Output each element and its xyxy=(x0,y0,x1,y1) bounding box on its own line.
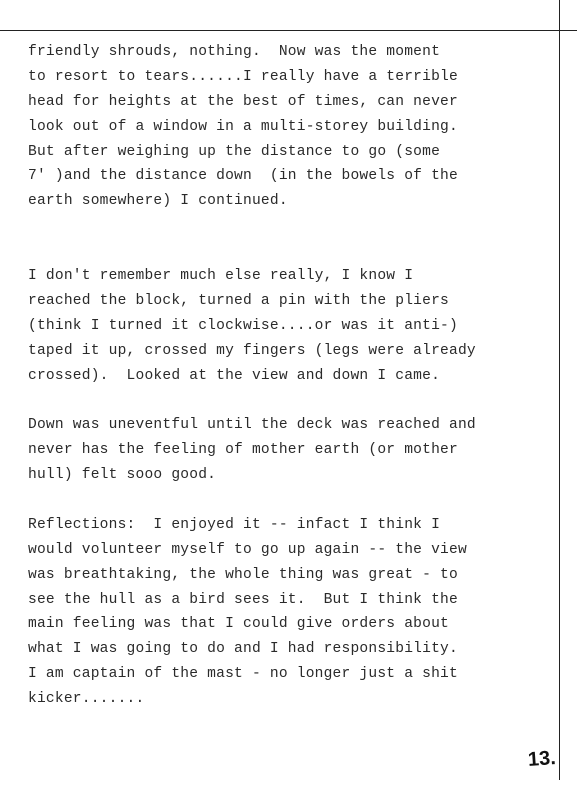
text-line: what I was going to do and I had responsibility. xyxy=(28,641,458,658)
text-line: reached the block, turned a pin with the pliers xyxy=(28,292,450,309)
blank-line xyxy=(28,488,548,513)
text-line: main feeling was that I could give orders about xyxy=(28,616,450,633)
blank-line xyxy=(28,214,548,239)
text-line: crossed). Looked at the view and down I came. xyxy=(28,367,441,384)
text-line: But after weighing up the distance to go (some xyxy=(28,143,441,160)
text-line: to resort to tears......I really have a terrible xyxy=(28,68,458,85)
right-margin-line xyxy=(559,0,560,780)
text-line: was breathtaking, the whole thing was great - to xyxy=(28,566,458,583)
text-line: (think I turned it clockwise....or was it anti-) xyxy=(28,317,458,334)
typed-text-body xyxy=(28,40,548,712)
text-line: taped it up, crossed my fingers (legs were already xyxy=(28,342,476,359)
blank-line xyxy=(28,388,548,413)
text-line: would volunteer myself to go up again -- the view xyxy=(28,541,467,558)
text-line: never has the feeling of mother earth (or mother xyxy=(28,442,458,459)
text-line: earth somewhere) I continued. xyxy=(28,193,288,210)
text-line: 7' )and the distance down (in the bowels of the xyxy=(28,168,458,185)
text-line: I don't remember much else really, I know I xyxy=(28,268,414,285)
text-line: head for heights at the best of times, can never xyxy=(28,93,458,110)
text-line: look out of a window in a multi-storey building. xyxy=(28,118,458,135)
page-number: 13. xyxy=(527,747,557,771)
top-rule-line xyxy=(0,30,577,31)
text-line: friendly shrouds, nothing. Now was the moment xyxy=(28,44,441,60)
text-line: hull) felt sooo good. xyxy=(28,467,217,484)
text-line: Down was uneventful until the deck was reached and xyxy=(28,417,476,434)
text-line: Reflections: I enjoyed it -- infact I think I xyxy=(28,516,441,533)
blank-line xyxy=(28,239,548,264)
text-line: kicker....... xyxy=(28,691,145,708)
text-line: see the hull as a bird sees it. But I think the xyxy=(28,591,458,608)
text-line: I am captain of the mast - no longer just a shit xyxy=(28,666,458,683)
